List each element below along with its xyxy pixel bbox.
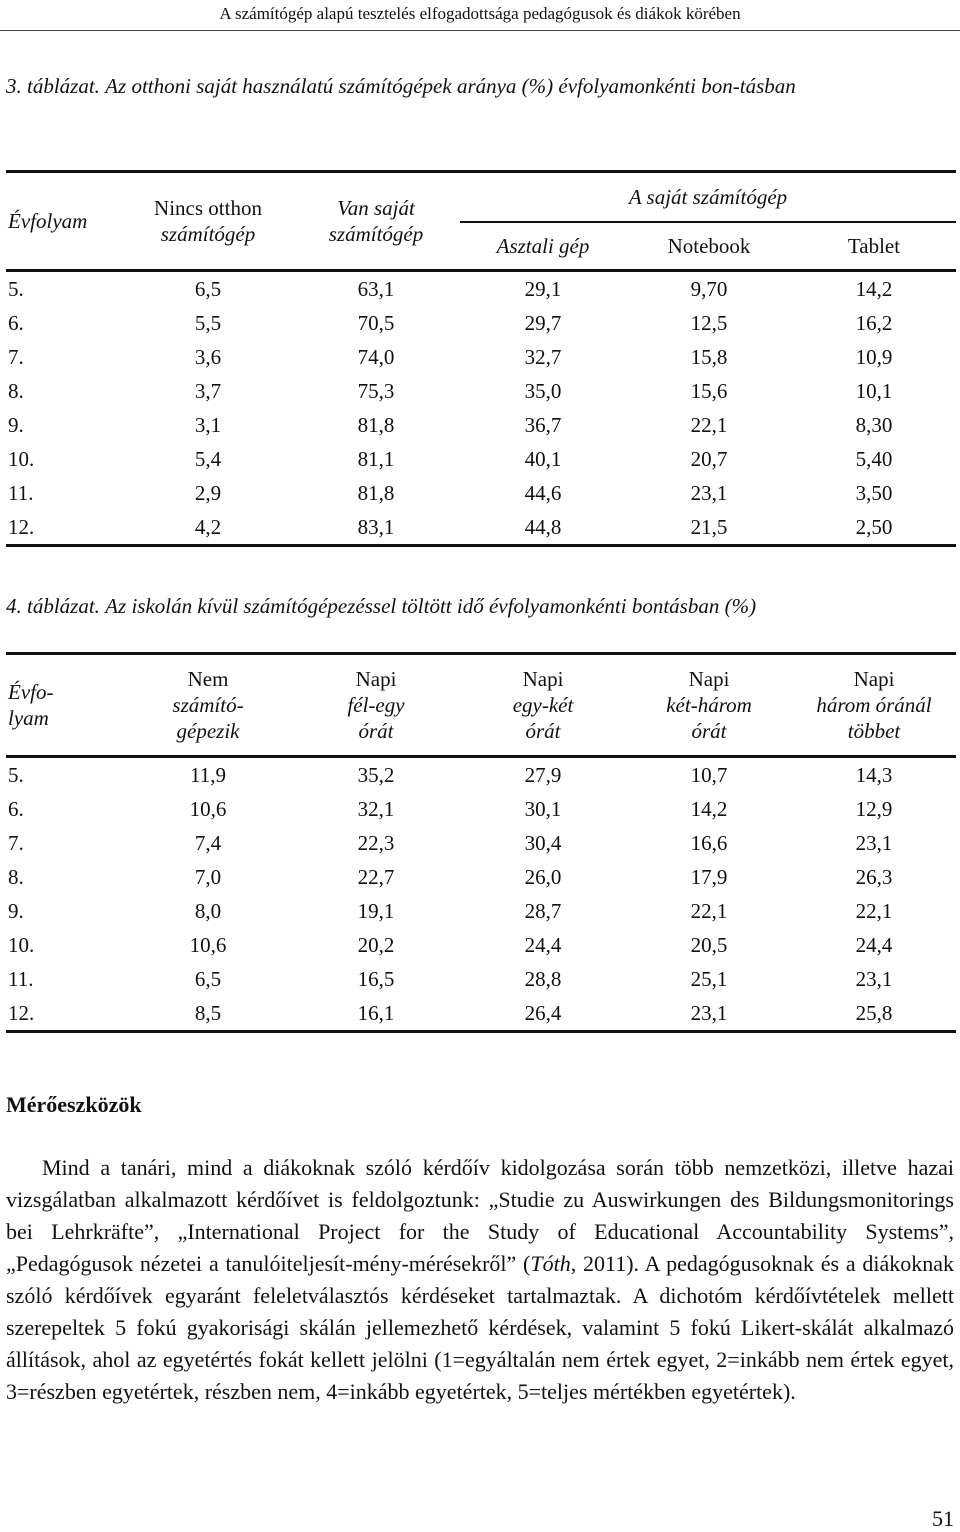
value-cell: 22,7 [357, 864, 395, 889]
table-row [6, 860, 956, 894]
value-cell: 14,2 [855, 276, 893, 301]
value-cell: 15,6 [690, 378, 728, 403]
table4-header-ket-harom [626, 654, 792, 757]
value-cell: 83,1 [357, 514, 395, 539]
paragraph-author: Tóth [530, 1251, 571, 1276]
table-row [6, 510, 956, 546]
table4-header-fel-egy-line2: fél-egy [347, 693, 405, 717]
value-cell: 70,5 [357, 310, 395, 335]
table3-header-van-line1: Van saját [337, 196, 415, 220]
value-cell: 63,1 [357, 276, 395, 301]
value-cell: 10,1 [855, 378, 893, 403]
row-grade-cell: 12. [8, 514, 35, 539]
value-cell: 22,1 [855, 898, 893, 923]
value-cell: 20,5 [690, 932, 728, 957]
table-row [6, 442, 956, 476]
value-cell: 3,50 [855, 480, 893, 505]
table3-header-nincs-line2: számítógép [160, 222, 256, 246]
value-cell: 32,7 [524, 344, 562, 369]
value-cell: 21,5 [690, 514, 728, 539]
value-cell: 74,0 [357, 344, 395, 369]
value-cell: 23,1 [855, 830, 893, 855]
paragraph-part2: , 2011). A pedagógusoknak és a diákoknak szóló kérdőívek egyaránt feleletválasztós kérdéseket tartalmaztak. A dichotóm kérdőívtételek mellett szerepeltek 5 fokú gyakorisági skálán jellemezhető kérdések, valamint 5 fokú Likert-skálát alkalmazó állítások, ahol az egyetértés fokát kellett jelölni (1=egyáltalán nem értek egyet, 2=inkább nem értek egyet, 3=részben egyetértek, részben nem, 4=inkább egyetértek, 5=teljes mértékben egyetértek). [6, 1251, 955, 1404]
value-cell: 8,5 [194, 1000, 222, 1025]
table-row [6, 928, 956, 962]
value-cell: 29,1 [524, 276, 562, 301]
table4-caption-text: Az iskolán kívül számítógépezéssel töltött idő évfolyamonkénti bontásban (%) [105, 594, 757, 618]
table3-header-evfolyam: Évfolyam [8, 209, 88, 233]
table4-header-fel-egy-line1: Napi [355, 667, 397, 691]
row-grade-cell: 11. [8, 966, 34, 991]
value-cell: 7,0 [194, 864, 222, 889]
row-grade-cell: 9. [8, 898, 24, 923]
table-row [6, 792, 956, 826]
value-cell: 10,6 [189, 796, 227, 821]
table3-header-notebook: Notebook [667, 233, 751, 258]
table3-header-asztali: Asztali gép [496, 233, 590, 258]
value-cell: 30,1 [524, 796, 562, 821]
row-grade-cell: 7. [8, 830, 24, 855]
table-row [6, 826, 956, 860]
table3-header-nincs-line1: Nincs otthon [154, 196, 262, 220]
value-cell: 5,4 [194, 446, 222, 471]
body-paragraph [6, 1152, 954, 1408]
table4-header-egy-ket-line1: Napi [522, 667, 564, 691]
table4-header-harom-tobb-line3: többet [847, 719, 901, 743]
value-cell: 24,4 [524, 932, 562, 957]
value-cell: 16,1 [357, 1000, 395, 1025]
value-cell: 8,0 [194, 898, 222, 923]
value-cell: 12,9 [855, 796, 893, 821]
table-row [6, 894, 956, 928]
table-row [6, 306, 956, 340]
value-cell: 16,5 [357, 966, 395, 991]
page-number: 51 [932, 1506, 954, 1531]
table4-header-egy-ket [460, 654, 626, 757]
table4-header-harom-tobb-line2: három óránál [816, 693, 932, 717]
value-cell: 26,4 [524, 1000, 562, 1025]
table-row [6, 271, 956, 307]
table-row [6, 996, 956, 1032]
value-cell: 81,8 [357, 480, 395, 505]
table-row [6, 340, 956, 374]
value-cell: 3,1 [194, 412, 222, 437]
table4-header-nem-line1: Nem [187, 667, 229, 691]
value-cell: 3,6 [194, 344, 222, 369]
table-row [6, 408, 956, 442]
value-cell: 44,8 [524, 514, 562, 539]
table3-caption [6, 70, 951, 103]
value-cell: 22,1 [690, 412, 728, 437]
value-cell: 28,7 [524, 898, 562, 923]
value-cell: 26,3 [855, 864, 893, 889]
value-cell: 24,4 [855, 932, 893, 957]
value-cell: 22,3 [357, 830, 395, 855]
value-cell: 8,30 [855, 412, 893, 437]
table4-caption-number: 4. táblázat. [6, 594, 100, 618]
value-cell: 75,3 [357, 378, 395, 403]
value-cell: 29,7 [524, 310, 562, 335]
value-cell: 23,1 [690, 480, 728, 505]
table4-header-fel-egy-line3: órát [358, 719, 394, 743]
paragraph-part1: Mind a tanári, mind a diákoknak szóló kérdőív kidolgozása során több nemzetközi, illetve hazai vizsgálatban alkalmazott kérdőívet is feldolgoztunk: „Studie zu Auswirkungen des Bildungsmonitorings bei Lehrkräfte”, „International Project for the Study of Educational Accountability Systems”, „Pedagógusok nézetei a tanulóiteljesít-mény-mérésekről” ( [6, 1155, 954, 1276]
table4-header-harom-tobb-line1: Napi [853, 667, 895, 691]
table3 [6, 170, 956, 547]
table-row [6, 962, 956, 996]
table-row [6, 374, 956, 408]
value-cell: 81,8 [357, 412, 395, 437]
row-grade-cell: 10. [8, 446, 35, 471]
value-cell: 10,7 [690, 762, 728, 787]
row-grade-cell: 9. [8, 412, 24, 437]
value-cell: 23,1 [690, 1000, 728, 1025]
row-grade-cell: 5. [8, 762, 24, 787]
table4-header-nem [124, 654, 292, 757]
row-grade-cell: 12. [8, 1000, 35, 1025]
table3-caption-number: 3. táblázat. [6, 74, 100, 98]
value-cell: 7,4 [194, 830, 222, 855]
value-cell: 6,5 [194, 276, 222, 301]
table4-header-evfolyam [6, 654, 124, 757]
value-cell: 10,9 [855, 344, 893, 369]
table4-caption [6, 590, 951, 623]
table3-header-nincs [124, 172, 292, 271]
value-cell: 10,6 [189, 932, 227, 957]
table3-header-tablet: Tablet [847, 233, 901, 258]
running-head-rule [0, 30, 960, 31]
table4-header-ket-harom-line1: Napi [688, 667, 730, 691]
value-cell: 14,3 [855, 762, 893, 787]
table3-header-van [292, 172, 460, 271]
value-cell: 28,8 [524, 966, 562, 991]
value-cell: 14,2 [690, 796, 728, 821]
value-cell: 23,1 [855, 966, 893, 991]
table4-header-nem-line3: gépezik [176, 719, 240, 743]
value-cell: 36,7 [524, 412, 562, 437]
value-cell: 40,1 [524, 446, 562, 471]
value-cell: 27,9 [524, 762, 562, 787]
value-cell: 81,1 [357, 446, 395, 471]
value-cell: 20,2 [357, 932, 395, 957]
table3-caption-text: Az otthoni saját használatú számítógépek aránya (%) évfolyamonkénti bon-tásban [105, 74, 796, 98]
row-grade-cell: 8. [8, 378, 24, 403]
value-cell: 22,1 [690, 898, 728, 923]
value-cell: 2,9 [194, 480, 222, 505]
value-cell: 2,50 [855, 514, 893, 539]
value-cell: 20,7 [690, 446, 728, 471]
value-cell: 3,7 [194, 378, 222, 403]
value-cell: 12,5 [690, 310, 728, 335]
value-cell: 4,2 [194, 514, 222, 539]
table3-header-van-line2: számítógép [328, 222, 424, 246]
value-cell: 35,2 [357, 762, 395, 787]
value-cell: 35,0 [524, 378, 562, 403]
table4-header-evfolyam-line2: lyam [8, 706, 49, 730]
table3-header-group: A saját számítógép [460, 172, 956, 223]
row-grade-cell: 7. [8, 344, 24, 369]
value-cell: 16,2 [855, 310, 893, 335]
value-cell: 16,6 [690, 830, 728, 855]
table4-header-evfolyam-line1: Évfo- [8, 680, 54, 704]
table4-header-egy-ket-line2: egy-két [512, 693, 574, 717]
table4-header-fel-egy [292, 654, 460, 757]
value-cell: 26,0 [524, 864, 562, 889]
table-row [6, 476, 956, 510]
table4-header-egy-ket-line3: órát [525, 719, 561, 743]
value-cell: 5,40 [855, 446, 893, 471]
table4-header-ket-harom-line2: két-három [666, 693, 752, 717]
row-grade-cell: 5. [8, 276, 24, 301]
value-cell: 17,9 [690, 864, 728, 889]
table4 [6, 652, 956, 1033]
row-grade-cell: 11. [8, 480, 34, 505]
row-grade-cell: 8. [8, 864, 24, 889]
section-title: Mérőeszközök [6, 1092, 142, 1117]
value-cell: 5,5 [194, 310, 222, 335]
table4-header-nem-line2: számító- [172, 693, 244, 717]
value-cell: 25,8 [855, 1000, 893, 1025]
value-cell: 19,1 [357, 898, 395, 923]
value-cell: 25,1 [690, 966, 728, 991]
row-grade-cell: 10. [8, 932, 35, 957]
value-cell: 44,6 [524, 480, 562, 505]
table4-header-harom-tobb [792, 654, 956, 757]
value-cell: 15,8 [690, 344, 728, 369]
value-cell: 9,70 [690, 276, 728, 301]
running-head: A számítógép alapú tesztelés elfogadottsága pedagógusok és diákok körében [219, 4, 741, 23]
value-cell: 11,9 [190, 762, 226, 787]
table-row [6, 757, 956, 793]
row-grade-cell: 6. [8, 796, 24, 821]
value-cell: 30,4 [524, 830, 562, 855]
table4-header-ket-harom-line3: órát [691, 719, 727, 743]
value-cell: 32,1 [357, 796, 395, 821]
value-cell: 6,5 [194, 966, 222, 991]
row-grade-cell: 6. [8, 310, 24, 335]
